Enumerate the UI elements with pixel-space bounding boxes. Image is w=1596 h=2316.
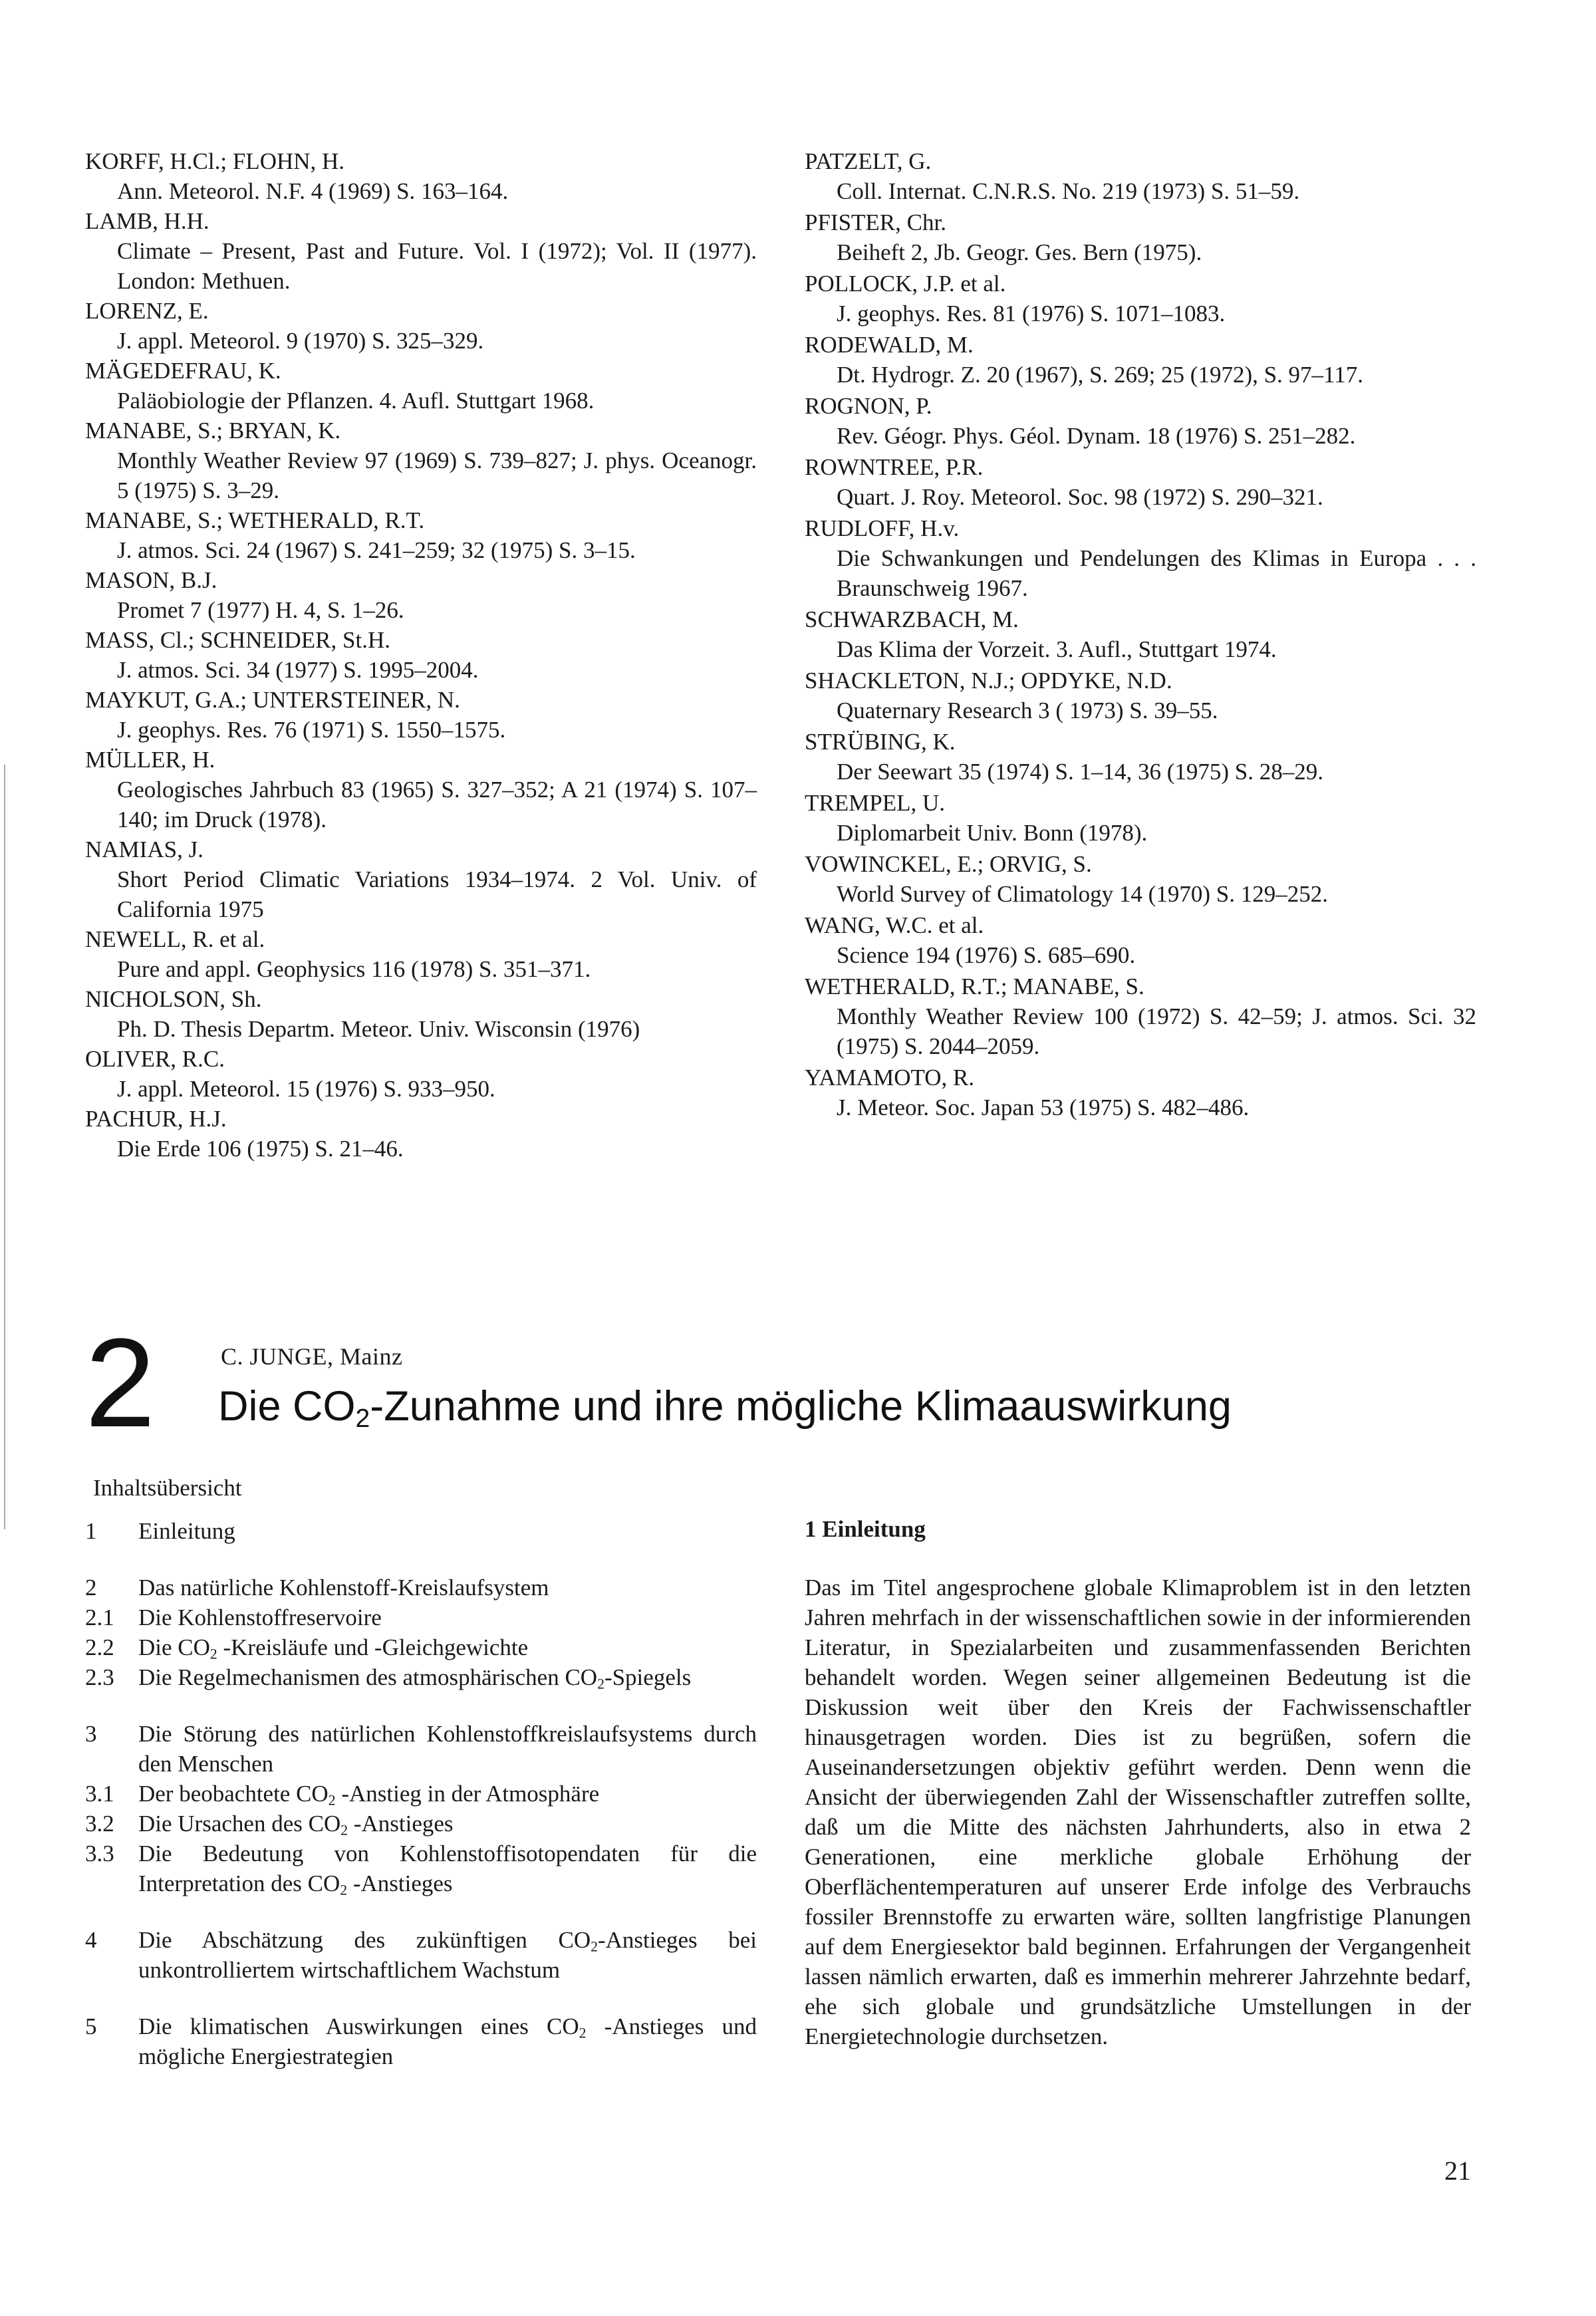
reference-entry [85, 924, 757, 984]
reference-entry [805, 452, 1476, 512]
toc-item-subscript: 2 [579, 2025, 587, 2041]
toc-item-subscript: 2 [328, 1792, 336, 1809]
reference-citation: Geologisches Jahrbuch 83 (1965) S. 327–352; A 21 (1974) S. 107–140; im Druck (1978). [117, 777, 757, 833]
reference-citation: Science 194 (1976) S. 685–690. [837, 942, 1136, 968]
toc-item-subscript: 2 [591, 1938, 598, 1955]
reference-citation: Paläobiologie der Pflanzen. 4. Aufl. Stuttgart 1968. [117, 388, 595, 414]
toc-item [85, 1925, 757, 1985]
toc-item-text-part: -Anstieg in der Atmosphäre [335, 1781, 600, 1807]
reference-entry [805, 910, 1476, 970]
toc-item-text-part: Einleitung [138, 1518, 235, 1544]
toc-item-number: 4 [85, 1927, 97, 1953]
toc-list [85, 1516, 757, 2071]
toc-item-text-part: -Spiegels [604, 1664, 692, 1690]
reference-author: ROGNON, P. [805, 393, 932, 419]
reference-author: LAMB, H.H. [85, 208, 209, 234]
toc-item [85, 1719, 757, 1779]
toc-item-text [138, 1925, 757, 1985]
reference-entry [805, 666, 1476, 725]
section-heading: 1 Einleitung [805, 1516, 926, 1542]
chapter-title-part: -Zunahme und ihre mögliche Klimaauswirkung [370, 1383, 1232, 1430]
reference-author: MANABE, S.; BRYAN, K. [85, 418, 341, 444]
toc-item-text-part: -Anstieges bei unkontrolliertem wirtschaftlichem Wachstum [138, 1927, 757, 1983]
reference-entry [805, 207, 1476, 267]
reference-entry [85, 206, 757, 296]
reference-citation: Rev. Géogr. Phys. Géol. Dynam. 18 (1976) S. 251–282. [837, 423, 1356, 449]
reference-author: TREMPEL, U. [805, 790, 945, 816]
reference-entry [85, 565, 757, 625]
toc-item-subscript: 2 [209, 1646, 217, 1662]
reference-author: MAYKUT, G.A.; UNTERSTEINER, N. [85, 687, 460, 713]
toc-item-text [138, 1632, 757, 1662]
reference-citation: World Survey of Climatology 14 (1970) S. 129–252. [837, 881, 1328, 907]
reference-author: NAMIAS, J. [85, 836, 203, 862]
reference-entry [805, 604, 1476, 664]
reference-citation: Pure and appl. Geophysics 116 (1978) S. 351–371. [117, 956, 591, 982]
toc-item-subscript: 2 [340, 1822, 348, 1839]
toc-item-text [138, 1573, 757, 1603]
reference-citation: Ann. Meteorol. N.F. 4 (1969) S. 163–164. [117, 178, 509, 204]
reference-author: KORFF, H.Cl.; FLOHN, H. [85, 148, 345, 174]
reference-author: SHACKLETON, N.J.; OPDYKE, N.D. [805, 668, 1172, 694]
toc-item-text-part: Der beobachtete CO [138, 1781, 329, 1807]
toc-item-text-part: Die Regelmechanismen des atmosphärischen CO [138, 1664, 598, 1690]
introduction-section [805, 1514, 1471, 2051]
reference-author: WANG, W.C. et al. [805, 912, 984, 938]
reference-entry [85, 146, 757, 206]
reference-entry [85, 356, 757, 416]
toc-item-number: 5 [85, 2013, 97, 2039]
toc-item-text-part: -Anstieges [348, 1811, 454, 1837]
reference-entry [85, 835, 757, 924]
page-number: 21 [1444, 2156, 1471, 2186]
toc-item-text [138, 1839, 757, 1898]
reference-entry [805, 727, 1476, 787]
reference-citation: Promet 7 (1977) H. 4, S. 1–26. [117, 597, 404, 623]
reference-entry [85, 685, 757, 745]
toc-item-number: 1 [85, 1518, 97, 1544]
reference-citation: Die Erde 106 (1975) S. 21–46. [117, 1136, 404, 1162]
reference-author: STRÜBING, K. [805, 729, 956, 755]
toc-item-text [138, 1779, 757, 1809]
toc-item [85, 2011, 757, 2071]
toc-item-text-part: Die Störung des natürlichen Kohlenstoffkreislaufsystems durch den Menschen [138, 1721, 757, 1777]
reference-author: OLIVER, R.C. [85, 1046, 225, 1072]
reference-author: PACHUR, H.J. [85, 1106, 227, 1132]
toc-item-number: 2.3 [85, 1664, 114, 1690]
reference-author: MANABE, S.; WETHERALD, R.T. [85, 507, 425, 533]
reference-citation: Quaternary Research 3 ( 1973) S. 39–55. [837, 698, 1218, 723]
reference-author: ROWNTREE, P.R. [805, 454, 984, 480]
reference-entry [805, 146, 1476, 206]
reference-citation: J. Meteor. Soc. Japan 53 (1975) S. 482–486. [837, 1094, 1250, 1120]
toc-item-text [138, 1719, 757, 1779]
toc-item [85, 1779, 757, 1809]
reference-citation: J. appl. Meteorol. 15 (1976) S. 933–950. [117, 1076, 495, 1102]
toc-item-text [138, 1603, 757, 1632]
toc-item-text-part: -Anstieges [347, 1870, 453, 1896]
references-left-column [85, 146, 757, 1164]
reference-entry [85, 625, 757, 685]
reference-citation: J. geophys. Res. 81 (1976) S. 1071–1083. [837, 301, 1226, 326]
scan-margin-mark [4, 765, 5, 1529]
reference-entry [805, 971, 1476, 1061]
reference-citation: J. appl. Meteorol. 9 (1970) S. 325–329. [117, 328, 484, 354]
toc-item-text-part: -Kreisläufe und -Gleichgewichte [217, 1634, 529, 1660]
toc-heading: Inhaltsübersicht [93, 1475, 242, 1501]
toc-item-text-part: Die klimatischen Auswirkungen eines CO [138, 2013, 579, 2039]
toc-item-number: 2 [85, 1575, 97, 1601]
reference-citation: Die Schwankungen und Pendelungen des Klimas in Europa . . . Braunschweig 1967. [837, 545, 1476, 601]
reference-entry [85, 416, 757, 505]
reference-citation: Short Period Climatic Variations 1934–1974. 2 Vol. Univ. of California 1975 [117, 866, 757, 922]
reference-citation: Quart. J. Roy. Meteorol. Soc. 98 (1972) S. 290–321. [837, 484, 1323, 510]
toc-item-number: 3.1 [85, 1781, 114, 1807]
toc-item-number: 3 [85, 1721, 97, 1747]
reference-citation: J. atmos. Sci. 34 (1977) S. 1995–2004. [117, 657, 479, 683]
reference-citation: Climate – Present, Past and Future. Vol. I (1972); Vol. II (1977). London: Methuen. [117, 238, 757, 294]
toc-item-subscript: 2 [340, 1882, 348, 1898]
reference-citation: Monthly Weather Review 97 (1969) S. 739–827; J. phys. Oceanogr. 5 (1975) S. 3–29. [117, 448, 757, 503]
reference-author: MASS, Cl.; SCHNEIDER, St.H. [85, 627, 390, 653]
reference-citation: Beiheft 2, Jb. Geogr. Ges. Bern (1975). [837, 239, 1202, 265]
chapter-title-subscript: 2 [355, 1404, 370, 1433]
reference-author: MASON, B.J. [85, 567, 217, 593]
reference-citation: J. geophys. Res. 76 (1971) S. 1550–1575. [117, 717, 506, 743]
toc-item-text-part: Die Ursachen des CO [138, 1811, 341, 1837]
reference-entry [85, 1044, 757, 1104]
reference-author: MÜLLER, H. [85, 747, 215, 773]
reference-author: SCHWARZBACH, M. [805, 606, 1019, 632]
toc-item-text [138, 1809, 757, 1839]
reference-author: WETHERALD, R.T.; MANABE, S. [805, 973, 1144, 999]
reference-author: PATZELT, G. [805, 148, 932, 174]
reference-author: NEWELL, R. et al. [85, 926, 265, 952]
reference-citation: Dt. Hydrogr. Z. 20 (1967), S. 269; 25 (1972), S. 97–117. [837, 362, 1364, 388]
reference-author: PFISTER, Chr. [805, 209, 946, 235]
chapter-title-part: Die CO [218, 1383, 356, 1430]
reference-entry [805, 1063, 1476, 1122]
reference-author: RUDLOFF, H.v. [805, 515, 960, 541]
reference-citation: Das Klima der Vorzeit. 3. Aufl., Stuttgart 1974. [837, 636, 1277, 662]
reference-author: YAMAMOTO, R. [805, 1065, 975, 1091]
toc-item-text-part: Die Kohlenstoffreservoire [138, 1605, 382, 1630]
reference-citation: Diplomarbeit Univ. Bonn (1978). [837, 820, 1148, 846]
reference-entry [85, 505, 757, 565]
reference-entry [805, 788, 1476, 848]
reference-author: RODEWALD, M. [805, 332, 974, 358]
references-right-column [805, 146, 1476, 1122]
section-body: Das im Titel angesprochene globale Klimaproblem ist in den letzten Jahren mehrfach in der wissenschaftlichen sowie in der informierenden Literatur, in Spezialarbeiten und zusammenfassenden Berichten behandelt worden. Wegen seiner allgemeinen Bedeutung ist die Diskussion weit über den Kreis der Fachwissenschaftler hinausgetragen worden. Dies ist zu begrüßen, sofern die Auseinandersetzungen objektiv geführt werden. Denn wenn die Ansicht der überwiegenden Zahl der Wissenschaftler zutreffen sollte, daß um die Mitte des nächsten Jahrhunderts, also in etwa 2 Generationen, eine merkliche globale Erhöhung der Oberflächentemperaturen auf unserer Erde infolge des Verbrauchs fossiler Brennstoffe zu erwarten wäre, sollten langfristige Planungen auf dem Energiesektor bald beginnen. Erfahrungen der Vergangenheit lassen nämlich erwarten, daß es immerhin mehrerer Jahrzehnte bedarf, ehe sich globale und grundsätzliche Umstellungen in der Energietechnologie durchsetzen. [805, 1575, 1471, 2049]
toc-item-number: 2.2 [85, 1634, 114, 1660]
reference-author: POLLOCK, J.P. et al. [805, 271, 1006, 297]
toc-item [85, 1516, 757, 1546]
toc-item-number: 3.2 [85, 1811, 114, 1837]
reference-citation: J. atmos. Sci. 24 (1967) S. 241–259; 32 (1975) S. 3–15. [117, 537, 636, 563]
toc-item-text-part: Die Abschätzung des zukünftigen CO [138, 1927, 591, 1953]
reference-author: MÄGEDEFRAU, K. [85, 358, 281, 384]
toc-item [85, 1839, 757, 1898]
reference-author: NICHOLSON, Sh. [85, 986, 262, 1012]
reference-entry [805, 330, 1476, 390]
toc-item-subscript: 2 [597, 1676, 604, 1692]
toc-item-text-part: Die Bedeutung von Kohlenstoffisotopendaten für die Interpretation des CO [138, 1841, 757, 1896]
toc-item-text-part: Die CO [138, 1634, 210, 1660]
toc-item [85, 1632, 757, 1662]
reference-citation: Coll. Internat. C.N.R.S. No. 219 (1973) S. 51–59. [837, 178, 1300, 204]
toc-item [85, 1662, 757, 1692]
reference-entry [805, 391, 1476, 451]
toc-item-text [138, 1662, 757, 1692]
toc-item-number: 2.1 [85, 1605, 114, 1630]
toc-item-text [138, 1516, 757, 1546]
reference-citation: Monthly Weather Review 100 (1972) S. 42–59; J. atmos. Sci. 32 (1975) S. 2044–2059. [837, 1003, 1476, 1059]
reference-entry [85, 1104, 757, 1164]
toc-item [85, 1573, 757, 1603]
toc-item-text-part: Das natürliche Kohlenstoff-Kreislaufsystem [138, 1575, 549, 1601]
reference-author: VOWINCKEL, E.; ORVIG, S. [805, 851, 1092, 877]
reference-entry [85, 296, 757, 356]
table-of-contents [85, 1473, 757, 2071]
reference-citation: Ph. D. Thesis Departm. Meteor. Univ. Wisconsin (1976) [117, 1016, 640, 1042]
toc-item [85, 1603, 757, 1632]
chapter-title [218, 1380, 1232, 1433]
reference-entry [805, 513, 1476, 603]
toc-item-text [138, 2011, 757, 2071]
reference-citation: Der Seewart 35 (1974) S. 1–14, 36 (1975) S. 28–29. [837, 759, 1323, 785]
toc-item-text-part: -Anstieges und mögliche Energiestrategien [138, 2013, 757, 2069]
chapter-number: 2 [85, 1313, 156, 1454]
toc-item [85, 1809, 757, 1839]
reference-author: LORENZ, E. [85, 298, 209, 324]
reference-entry [805, 849, 1476, 909]
reference-entry [85, 984, 757, 1044]
chapter-author: C. JUNGE, Mainz [221, 1343, 403, 1370]
toc-item-number: 3.3 [85, 1841, 114, 1866]
reference-entry [805, 269, 1476, 328]
reference-entry [85, 745, 757, 835]
